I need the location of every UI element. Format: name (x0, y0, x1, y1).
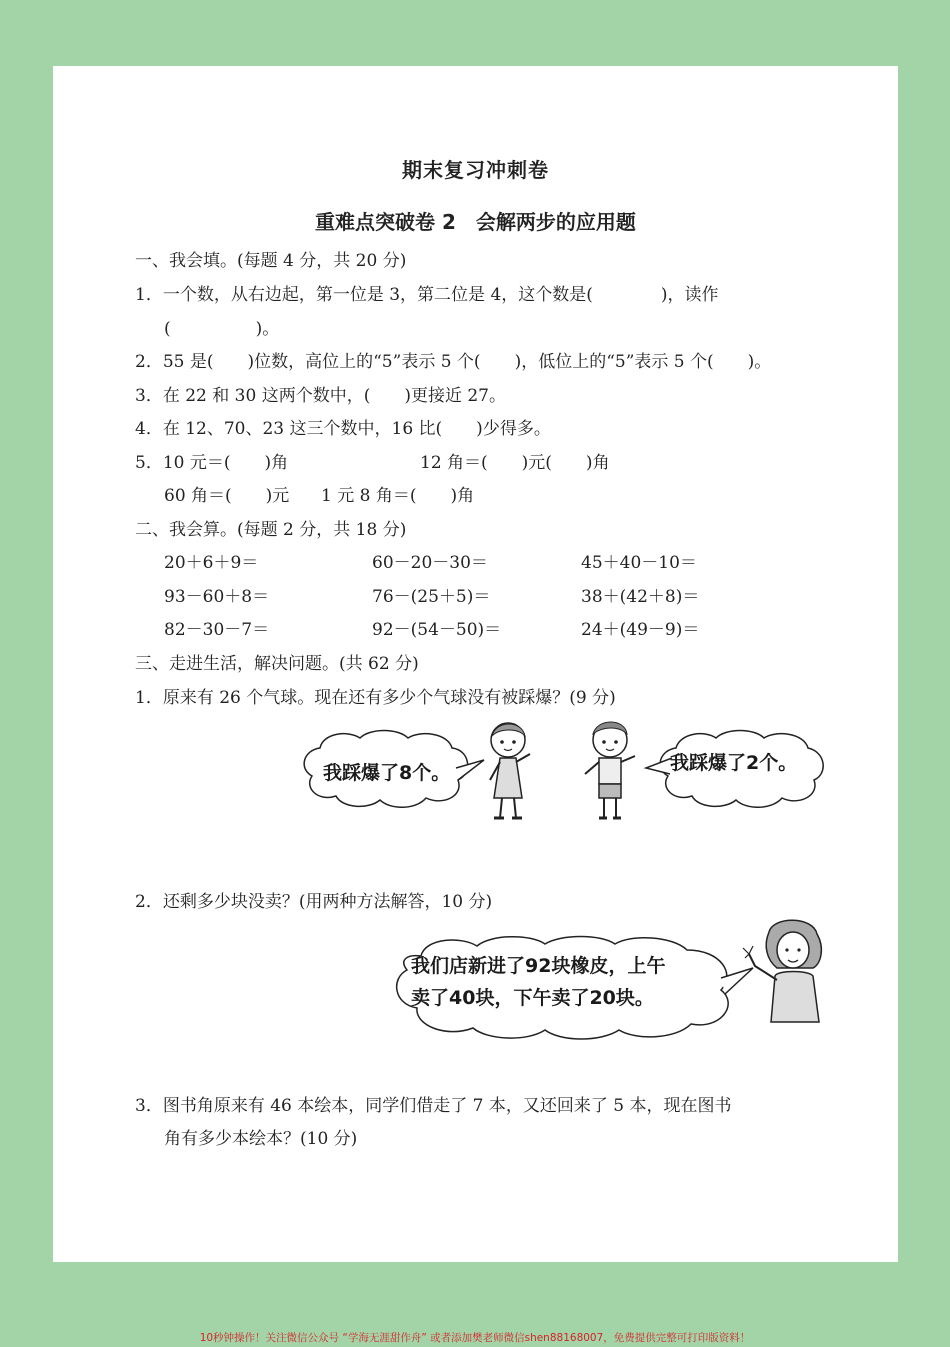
page-subtitle: 重难点突破卷 2 会解两步的应用题 (315, 210, 636, 234)
footer-notice: 10秒钟操作！关注微信公众号 “学海无涯甜作舟” 或者添加樊老师微信shen88168007，免费提供完整可打印版资料！ (199, 1332, 751, 1344)
question-1-3: 3．在 22 和 30 这两个数中，( )更接近 27。 (135, 386, 506, 406)
question-1-5a: 5．10 元＝( )角 (135, 453, 289, 473)
question-3-1: 1．原来有 26 个气球。现在还有多少个气球没有被踩爆？(9 分) (135, 688, 616, 708)
bubble-shop-line2: 卖了40块，下午卖了20块。 (411, 987, 654, 1009)
question-1-4: 4．在 12、70、23 这三个数中，16 比( )少得多。 (135, 419, 551, 439)
worksheet-page (53, 66, 898, 1262)
bubble-shop-line1: 我们店新进了92块橡皮，上午 (411, 955, 666, 977)
calc-item: 24＋(49－9)＝ (581, 620, 700, 640)
girl-illustration (478, 718, 548, 828)
page-title: 期末复习冲刺卷 (402, 158, 549, 182)
question-1-5c: 60 角＝( )元 (164, 486, 290, 506)
calc-item: 76－(25＋5)＝ (372, 587, 491, 607)
bubble-left-text: 我踩爆了8个。 (323, 762, 451, 784)
calc-item: 45＋40－10＝ (581, 553, 697, 573)
calc-item: 82－30－7＝ (164, 620, 270, 640)
calc-item: 92－(54－50)＝ (372, 620, 502, 640)
section1-heading: 一、我会填。(每题 4 分，共 20 分) (135, 251, 407, 271)
calc-item: 60－20－30＝ (372, 553, 488, 573)
calc-item: 20＋6＋9＝ (164, 553, 259, 573)
question-1-1-line1: 1．一个数，从右边起，第一位是 3，第二位是 4，这个数是( )，读作 (135, 285, 719, 305)
question-3-2: 2．还剩多少块没卖？(用两种方法解答，10 分) (135, 892, 493, 912)
shopkeeper-illustration (741, 918, 831, 1028)
question-1-5d: 1 元 8 角＝( )角 (321, 486, 475, 506)
question-1-5b: 12 角＝( )元( )角 (420, 453, 610, 473)
section3-heading: 三、走进生活，解决问题。(共 62 分) (135, 654, 419, 674)
question-3-3-line1: 3．图书角原来有 46 本绘本，同学们借走了 7 本，又还回来了 5 本，现在图书 (135, 1096, 732, 1116)
calc-item: 38＋(42＋8)＝ (581, 587, 700, 607)
section2-heading: 二、我会算。(每题 2 分，共 18 分) (135, 520, 407, 540)
question-1-2: 2．55 是( )位数，高位上的“5”表示 5 个( )，低位上的“5”表示 5 个( )。 (135, 352, 772, 372)
calc-item: 93－60＋8＝ (164, 587, 270, 607)
boy-illustration (575, 718, 645, 828)
bubble-right-text: 我踩爆了2个。 (670, 752, 798, 774)
question-1-1-line2: ( )。 (164, 319, 280, 339)
question-3-3-line2: 角有多少本绘本？(10 分) (164, 1129, 358, 1149)
